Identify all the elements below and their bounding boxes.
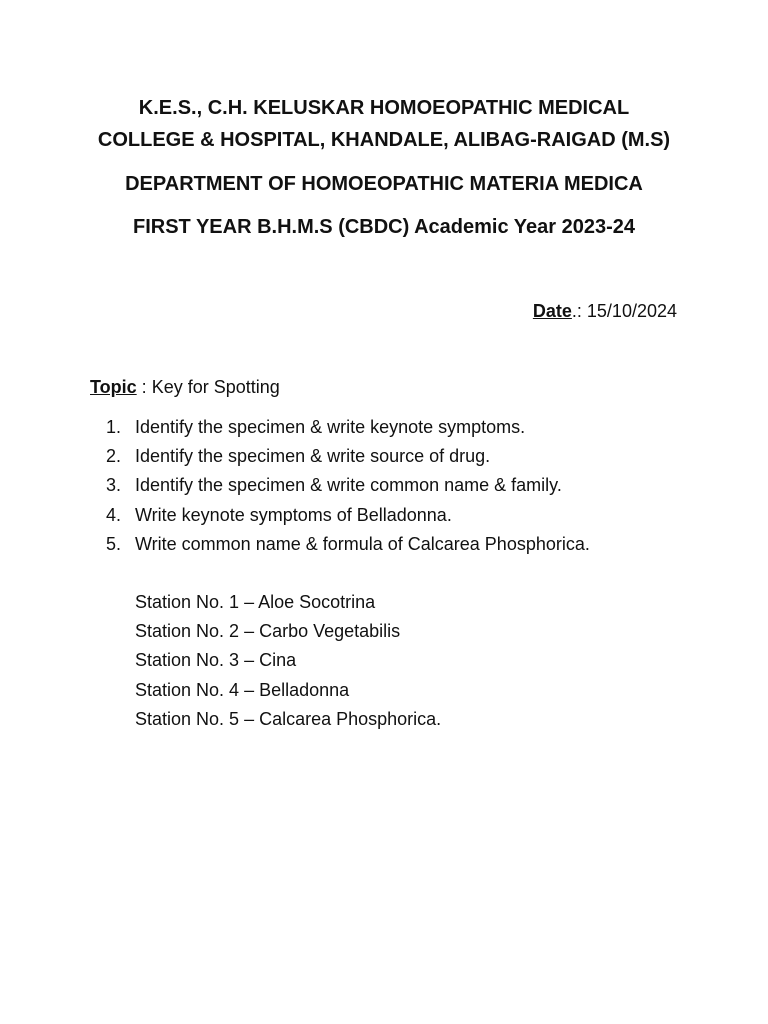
question-text: Write keynote symptoms of Belladonna.: [135, 504, 452, 525]
date-label: Date: [532, 301, 572, 321]
station-item: Station No. 1 – Aloe Socotrina: [135, 592, 376, 612]
station-item: Station No. 5 – Calcarea Phosphorica.: [135, 708, 442, 729]
department-title: DEPARTMENT OF HOMOEOPATHIC MATERIA MEDICA: [125, 173, 643, 195]
topic-separator: :: [136, 377, 152, 397]
station-item: Station No. 3 – Cina: [135, 650, 297, 671]
list-item: [106, 531, 590, 560]
station-item: Station No. 2 – Carbo Vegetabilis: [135, 621, 401, 642]
question-number: 4.: [106, 504, 122, 525]
college-name-line-2: COLLEGE & HOSPITAL, KHANDALE, ALIBAG-RAIGAD (M.S): [97, 129, 671, 151]
topic-value: Key for Spotting: [151, 377, 280, 397]
topic-label: Topic: [90, 377, 137, 397]
question-number: 2.: [106, 446, 122, 467]
station-item: Station No. 4 – Belladonna: [135, 679, 350, 700]
date-value: 15/10/2024: [586, 301, 677, 321]
question-number: 1.: [106, 417, 122, 437]
list-item: [106, 502, 590, 531]
station-list: [135, 589, 441, 735]
question-number: 3.: [106, 475, 122, 496]
topic-line: [90, 374, 280, 400]
college-name-line-1: K.E.S., C.H. KELUSKAR HOMOEOPATHIC MEDICAL: [138, 97, 630, 119]
list-item: [106, 443, 590, 472]
question-text: Identify the specimen & write source of drug.: [135, 446, 491, 467]
question-text: Identify the specimen & write common name & family.: [135, 475, 562, 496]
list-item: [106, 414, 590, 443]
question-list: [106, 414, 590, 560]
question-number: 5.: [106, 533, 122, 554]
date-line: [533, 298, 677, 324]
list-item: [106, 472, 590, 501]
question-text: Write common name & formula of Calcarea Phosphorica.: [135, 533, 590, 554]
academic-year-title: FIRST YEAR B.H.M.S (CBDC) Academic Year 2023-24: [132, 216, 636, 238]
date-separator: .:: [571, 301, 587, 321]
question-text: Identify the specimen & write keynote symptoms.: [135, 417, 526, 437]
